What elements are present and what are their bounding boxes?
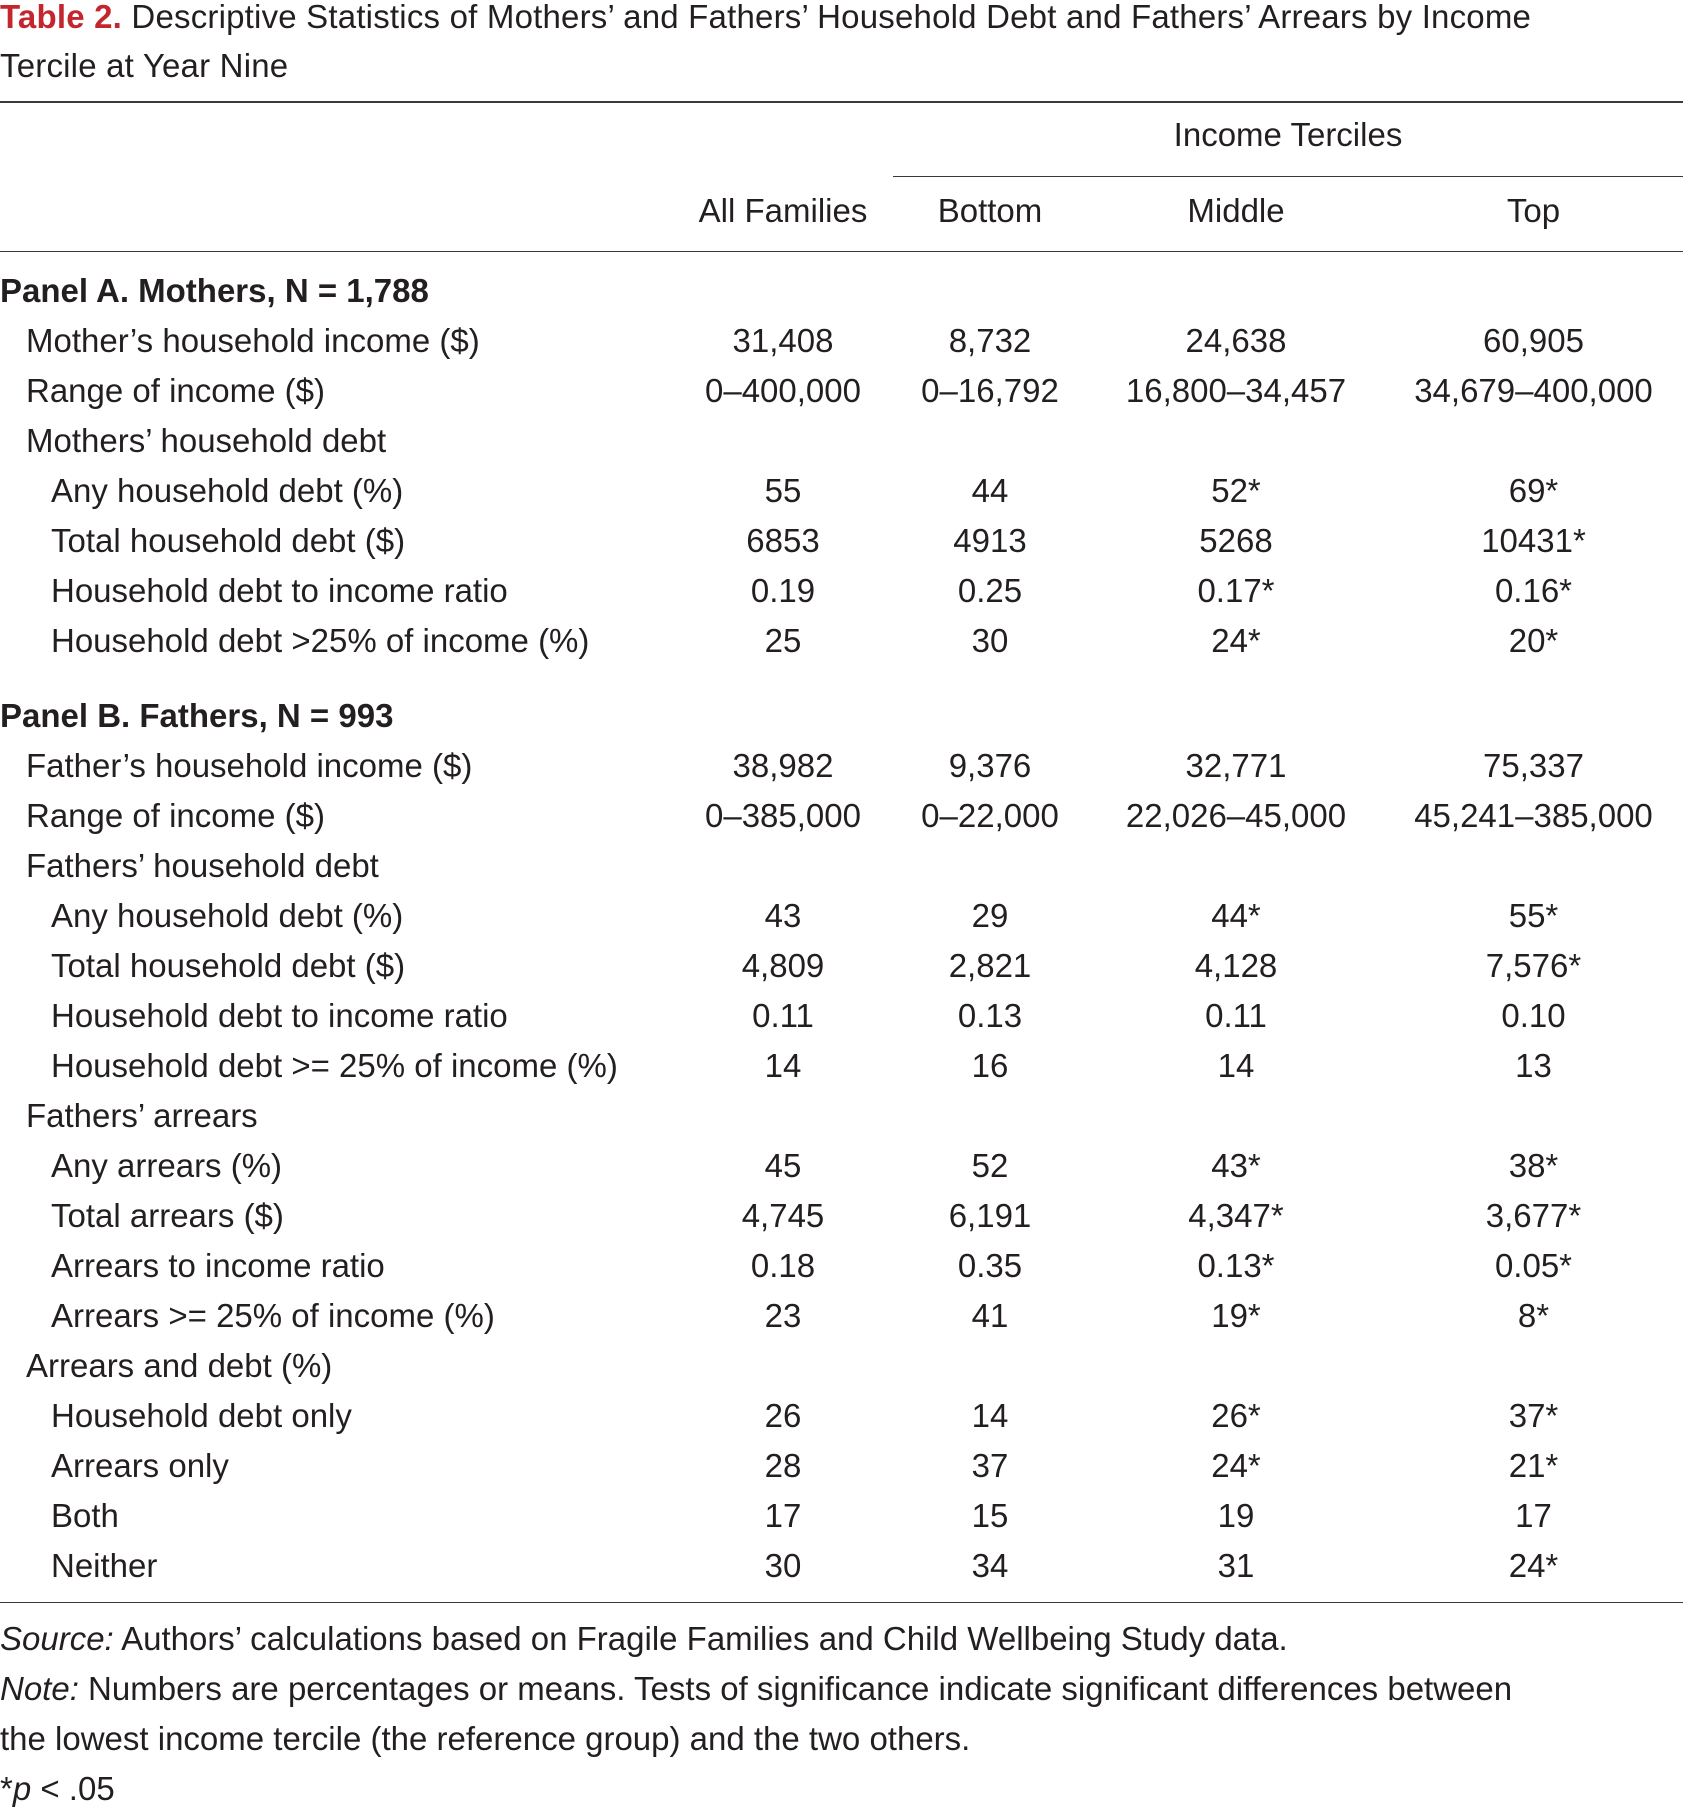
table-cell: 5268: [1199, 522, 1273, 559]
table-title-line1: Descriptive Statistics of Mothers’ and Fathers’ Household Debt and Fathers’ Arrears by Income: [131, 0, 1532, 35]
sig-rest: < .05: [31, 1770, 115, 1807]
sig-star: *: [0, 1770, 13, 1807]
table-cell: 22,026–45,000: [1125, 797, 1347, 834]
table-cell: 24*: [1211, 622, 1261, 659]
table-cell: 4,809: [741, 947, 825, 984]
table-cell: 38*: [1508, 1147, 1559, 1184]
table-cell: 31: [1217, 1547, 1255, 1584]
table-cell: 69*: [1508, 472, 1559, 509]
table-cell: 45: [764, 1147, 802, 1184]
table-cell: 2,821: [948, 947, 1032, 984]
table-cell: 0.05*: [1494, 1247, 1573, 1284]
table-cell: 34,679–400,000: [1414, 372, 1653, 409]
header-rule: [0, 251, 1683, 252]
row-label: Household debt >= 25% of income (%): [51, 1047, 618, 1084]
row-label: Household debt >25% of income (%): [51, 622, 590, 659]
table-cell: 0.17*: [1197, 572, 1275, 609]
table-cell: 15: [971, 1497, 1009, 1534]
table-row: [0, 1491, 1683, 1541]
table-cell: 7,576*: [1485, 947, 1582, 984]
top-rule: [0, 101, 1683, 103]
table-cell: 0–385,000: [705, 797, 861, 834]
table-title: [0, 0, 1683, 90]
table-row: [0, 891, 1683, 941]
table-number-label: Table 2.: [0, 0, 123, 35]
row-label: Arrears only: [51, 1447, 229, 1484]
table-row: [0, 566, 1683, 616]
row-label: Household debt to income ratio: [51, 997, 508, 1034]
table-cell: 4,128: [1194, 947, 1278, 984]
table-cell: 0.10: [1501, 997, 1566, 1034]
table-cell: 29: [971, 897, 1009, 934]
table-row: [0, 1191, 1683, 1241]
row-label: Both: [51, 1497, 119, 1534]
table-cell: 60,905: [1483, 322, 1584, 359]
table-cell: 0–400,000: [705, 372, 861, 409]
table-row: [0, 1341, 1683, 1391]
table-cell: 0–16,792: [921, 372, 1059, 409]
table-cell: 30: [971, 622, 1009, 659]
row-label: Any arrears (%): [51, 1147, 283, 1184]
table-cell: 31,408: [732, 322, 834, 359]
panel-header-row: [0, 266, 1683, 316]
income-terciles-header: Income Terciles: [1173, 116, 1403, 153]
table-cell: 44: [971, 472, 1009, 509]
table-cell: 55*: [1508, 897, 1559, 934]
column-header-top: Top: [1506, 192, 1561, 229]
panel-title: Panel B. Fathers, N = 993: [0, 697, 394, 734]
table-cell: 6,191: [948, 1197, 1032, 1234]
table-cell: 19: [1217, 1497, 1255, 1534]
table-cell: 6853: [746, 522, 820, 559]
table-cell: 0.18: [750, 1247, 816, 1284]
table-cell: 3,677*: [1485, 1197, 1582, 1234]
row-label: Arrears to income ratio: [51, 1247, 385, 1284]
panel-title: Panel A. Mothers, N = 1,788: [0, 272, 429, 309]
table-cell: 0.16*: [1494, 572, 1573, 609]
row-label: Total household debt ($): [51, 522, 406, 559]
row-label: Range of income ($): [26, 372, 325, 409]
note-line-2: [0, 1714, 1683, 1764]
table-cell: 0.19: [750, 572, 816, 609]
table-row: [0, 1141, 1683, 1191]
row-label: Total household debt ($): [51, 947, 406, 984]
table-row: [0, 316, 1683, 366]
table-cell: 41: [971, 1297, 1009, 1334]
source-label: Source:: [0, 1620, 114, 1657]
table-cell: 16,800–34,457: [1125, 372, 1347, 409]
table-row: [0, 416, 1683, 466]
table-row: [0, 1441, 1683, 1491]
table-cell: 37: [971, 1447, 1009, 1484]
table-cell: 0–22,000: [921, 797, 1059, 834]
table-cell: 13: [1515, 1047, 1552, 1084]
note-text-2: the lowest income tercile (the reference group) and the two others.: [0, 1720, 971, 1757]
table-cell: 24*: [1211, 1447, 1261, 1484]
row-label: Arrears >= 25% of income (%): [51, 1297, 495, 1334]
table-cell: 38,982: [732, 747, 834, 784]
terciles-underline: [893, 176, 1683, 177]
table-row: [0, 516, 1683, 566]
table-row: [0, 1291, 1683, 1341]
source-text: Authors’ calculations based on Fragile Families and Child Wellbeing Study data.: [113, 1620, 1288, 1657]
row-label: Any household debt (%): [51, 472, 404, 509]
table-cell: 28: [764, 1447, 802, 1484]
table-cell: 37*: [1508, 1397, 1559, 1434]
table-cell: 17: [1515, 1497, 1552, 1534]
table-cell: 19*: [1211, 1297, 1261, 1334]
table-row: [0, 841, 1683, 891]
note-label: Note:: [0, 1670, 79, 1707]
panel-header-row: [0, 691, 1683, 741]
table-cell: 16: [971, 1047, 1009, 1084]
row-label: Mothers’ household debt: [26, 422, 387, 459]
column-header-bottom: Bottom: [937, 192, 1043, 229]
table-row: [0, 616, 1683, 666]
row-label: Neither: [51, 1547, 158, 1584]
table-cell: 17: [764, 1497, 802, 1534]
table-cell: 20*: [1508, 622, 1559, 659]
table-row: [0, 941, 1683, 991]
table-cell: 0.25: [957, 572, 1023, 609]
table-row: [0, 791, 1683, 841]
table-cell: 21*: [1508, 1447, 1559, 1484]
column-header-middle: Middle: [1187, 192, 1285, 229]
table-cell: 75,337: [1483, 747, 1584, 784]
row-label: Arrears and debt (%): [26, 1347, 333, 1384]
table-row: [0, 466, 1683, 516]
table-cell: 0.13*: [1197, 1247, 1275, 1284]
table-cell: 4913: [953, 522, 1027, 559]
row-label: Total arrears ($): [51, 1197, 284, 1234]
table-row: [0, 741, 1683, 791]
table-cell: 14: [764, 1047, 802, 1084]
row-label: Father’s household income ($): [26, 747, 473, 784]
table-cell: 24*: [1508, 1547, 1559, 1584]
table-cell: 4,347*: [1188, 1197, 1284, 1234]
note-line-1: [0, 1664, 1683, 1714]
row-label: Range of income ($): [26, 797, 325, 834]
table-cell: 0.11: [1205, 997, 1267, 1034]
table-cell: 0.35: [957, 1247, 1023, 1284]
table-cell: 0.11: [752, 997, 814, 1034]
table-cell: 26: [764, 1397, 802, 1434]
table-cell: 25: [764, 622, 802, 659]
table-cell: 4,745: [741, 1197, 825, 1234]
note-text-1: Numbers are percentages or means. Tests of significance indicate significant differences between: [78, 1670, 1513, 1707]
table-cell: 45,241–385,000: [1414, 797, 1653, 834]
table-title-line2: Tercile at Year Nine: [0, 47, 289, 84]
table-row: [0, 1391, 1683, 1441]
sig-p: p: [12, 1770, 32, 1807]
table-row: [0, 366, 1683, 416]
row-label: Household debt to income ratio: [51, 572, 508, 609]
row-label: Mother’s household income ($): [26, 322, 480, 359]
table-cell: 0.13: [957, 997, 1023, 1034]
table-cell: 23: [764, 1297, 802, 1334]
table-row: [0, 991, 1683, 1041]
table-row: [0, 1541, 1683, 1591]
table-cell: 14: [1217, 1047, 1255, 1084]
table-cell: 24,638: [1185, 322, 1287, 359]
table-row: [0, 1091, 1683, 1141]
table-cell: 32,771: [1185, 747, 1287, 784]
table-cell: 30: [764, 1547, 802, 1584]
table-cell: 14: [971, 1397, 1009, 1434]
table-row: [0, 1041, 1683, 1091]
bottom-rule: [0, 1602, 1683, 1603]
table-cell: 10431*: [1481, 522, 1586, 559]
table-row: [0, 1241, 1683, 1291]
table-cell: 9,376: [948, 747, 1032, 784]
table-cell: 26*: [1211, 1397, 1261, 1434]
table-cell: 34: [971, 1547, 1009, 1584]
table-cell: 43: [764, 897, 802, 934]
table-cell: 8,732: [948, 322, 1032, 359]
row-label: Household debt only: [51, 1397, 352, 1434]
source-note: [0, 1614, 1683, 1664]
table-cell: 52: [971, 1147, 1009, 1184]
row-label: Any household debt (%): [51, 897, 404, 934]
table-cell: 44*: [1211, 897, 1261, 934]
column-header-all-families: All Families: [698, 192, 868, 229]
row-label: Fathers’ arrears: [26, 1097, 258, 1134]
table-cell: 43*: [1211, 1147, 1261, 1184]
table-cell: 55: [764, 472, 802, 509]
row-label: Fathers’ household debt: [26, 847, 379, 884]
table-cell: 52*: [1211, 472, 1261, 509]
table-cell: 8*: [1517, 1297, 1550, 1334]
significance-note: [0, 1764, 1683, 1814]
